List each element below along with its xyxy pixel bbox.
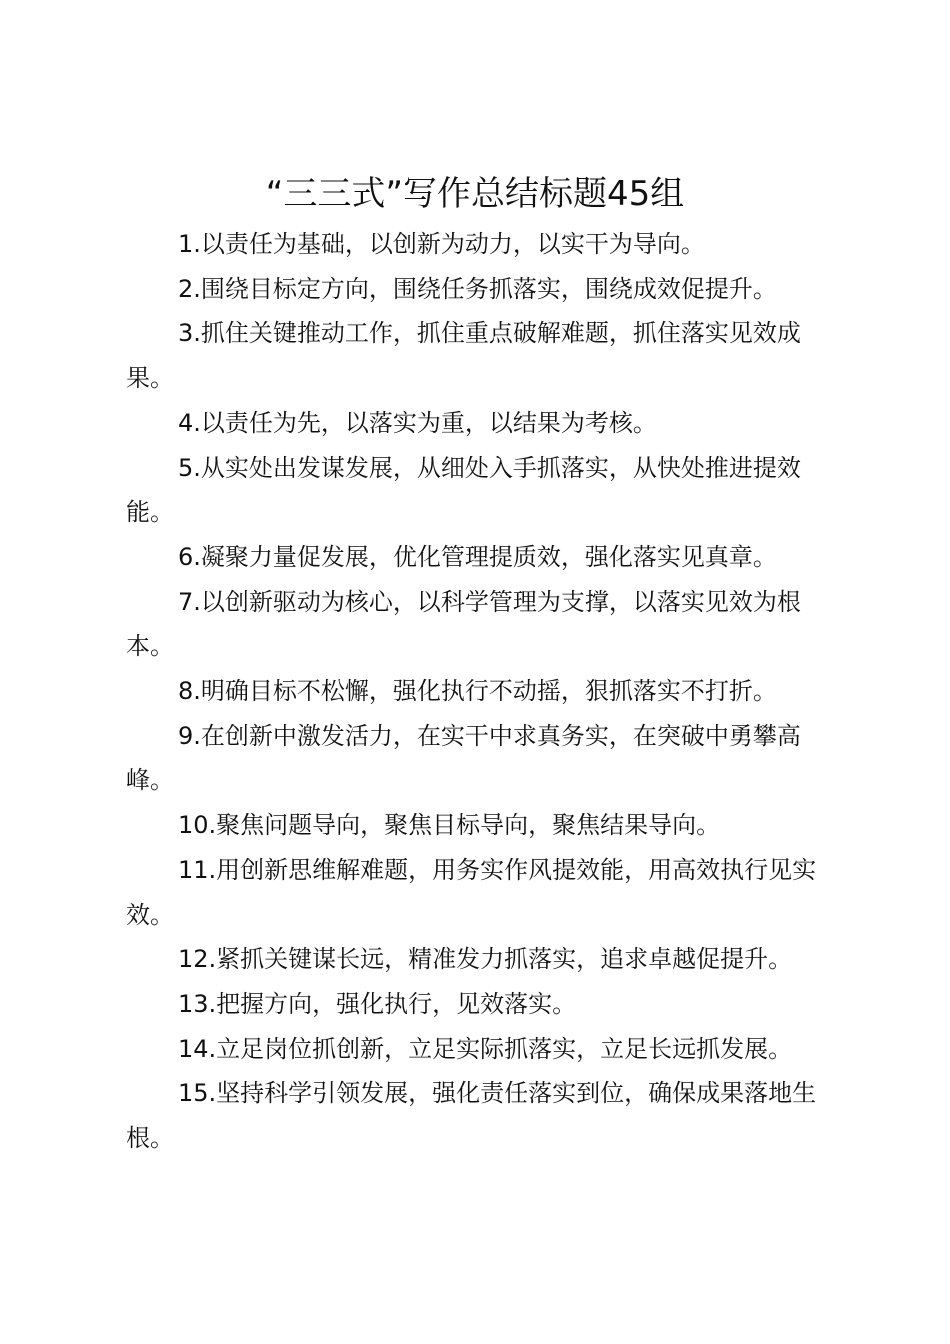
list-item: 9.在创新中激发活力，在实干中求真务实，在突破中勇攀高峰。	[126, 721, 801, 795]
list-item: 1.以责任为基础，以创新为动力，以实干为导向。	[178, 230, 705, 258]
list-item: 6.凝聚力量促发展，优化管理提质效，强化落实见真章。	[178, 542, 777, 571]
list-item: 8.明确目标不松懈，强化执行不动摇，狠抓落实不打折。	[178, 677, 777, 706]
list-item: 2.围绕目标定方向，围绕任务抓落实，围绕成效促提升。	[178, 274, 777, 303]
list-item: 5.从实处出发谋发展，从细处入手抓落实，从快处推进提效能。	[126, 453, 801, 527]
list-item: 13.把握方向，强化执行，见效落实。	[178, 989, 577, 1018]
list-item: 7.以创新驱动为核心，以科学管理为支撑，以落实见效为根本。	[126, 587, 801, 661]
list-item: 14.立足岗位抓创新，立足实际抓落实，立足长远抓发展。	[178, 1034, 793, 1063]
list-item: 3.抓住关键推动工作，抓住重点破解难题，抓住落实见效成果。	[126, 319, 801, 393]
document-body	[126, 222, 838, 1161]
list-item: 10.聚焦问题导向，聚焦目标导向，聚焦结果导向。	[178, 811, 721, 840]
list-item: 12.紧抓关键谋长远，精准发力抓落实，追求卓越促提升。	[178, 945, 793, 974]
list-item: 15.坚持科学引领发展，强化责任落实到位，确保成果落地生根。	[126, 1079, 817, 1153]
document-title: “三三式”写作总结标题45组	[265, 174, 685, 214]
list-item: 11.用创新思维解难题，用务实作风提效能，用高效执行见实效。	[126, 855, 817, 929]
list-item: 4.以责任为先，以落实为重，以结果为考核。	[178, 408, 657, 437]
